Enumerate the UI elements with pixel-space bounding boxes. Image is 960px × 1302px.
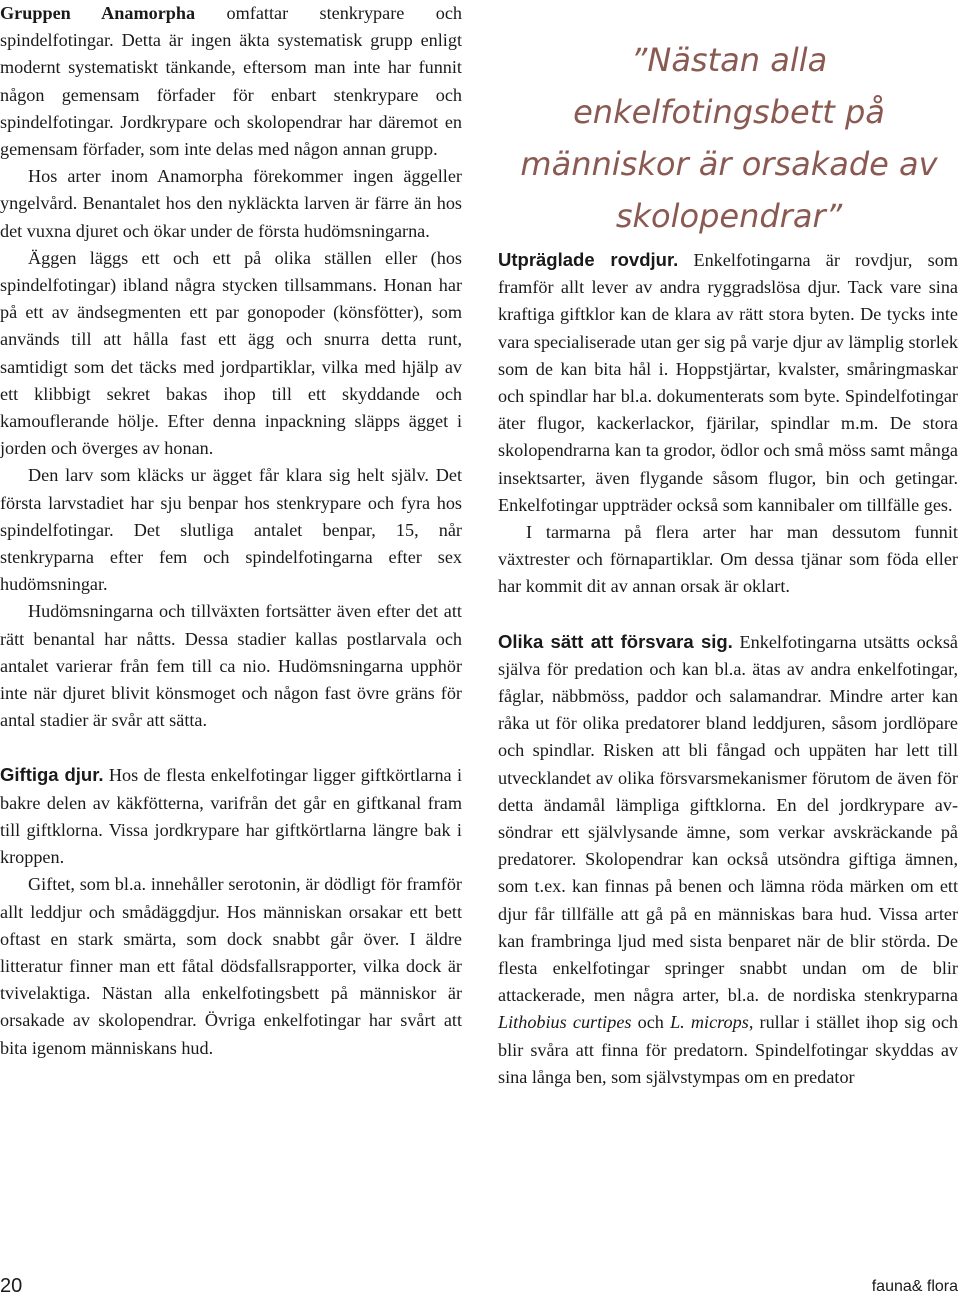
paragraph-predators bbox=[498, 246, 958, 519]
paragraph-defense bbox=[498, 628, 958, 1091]
paragraph-text: Hos de flesta enkelfotingar ligger giftkörtlarna i bakre delen av käkfötterna, varifrån det går en giftkanal fram till giftklorna. Vissa jordkrypare har giftkörtlarna längre bak i kroppen. bbox=[0, 765, 462, 868]
pull-quote: ”Nästan alla enkelfotingsbett på människor är orsakade av skolopendrar” bbox=[520, 41, 938, 235]
section-heading: Giftiga djur. bbox=[0, 764, 104, 786]
species-name: L. microps bbox=[670, 1012, 749, 1033]
paragraph-anamorpha bbox=[0, 0, 462, 163]
paragraph-lead: Gruppen Anamorpha bbox=[0, 3, 196, 23]
species-name: Lithobius curtipes bbox=[498, 1012, 632, 1033]
left-column bbox=[0, 0, 462, 1062]
section-heading: Olika sätt att försvara sig. bbox=[498, 630, 733, 652]
page-number: 20 bbox=[0, 1275, 23, 1297]
paragraph-larva: Den larv som kläcks ur ägget får klara sig helt själv. Det första larvstadiet har sju benpar hos stenkrypare och fyra hos spindelfotingar. Det slutliga antalet benpar, 15, når stenkryparna efter fem och spindelfotingarna efter sex hudömsningar. bbox=[0, 465, 462, 595]
paragraph-venom: Giftet, som bl.a. innehåller serotonin, är dödligt för framför allt leddjur och smådäggdjur. Hos människan orsakar ett bett oftast en stark smärta, som dock snabbt går över. I äldre litteratur finner man ett fåtal dödsfallsrapporter, vilka dock är tvivelaktiga. Nästan alla enkelfotingsbett på människor är orsakade av skolopendrar. Övriga enkelfotingar har svårt att bita igenom människans hud. bbox=[0, 874, 462, 1058]
right-column bbox=[498, 246, 958, 1091]
paragraph-egg-laying: Äggen läggs ett och ett på olika ställen eller (hos spindelfotingar) ibland några stycken tillsammans. Honan har på ett av ändsegmenten ett par gonopoder (könsfötter), som används till att hålla fast ett ägg och snurra detta runt, samtidigt som det täcks med jordpartiklar, vilka med hjälp av ett klibbigt sekret bakas ihop till ett skyddande och kamouflerande hölje. Efter denna inpackning släpps ägget i jorden och överges av honan. bbox=[0, 247, 462, 459]
paragraph-text: omfattar stenkrypare och spindelfotingar. Detta är ingen äkta systematisk grupp enligt modernt systematiskt tänkande, eftersom man inte har funnit någon gemensam förfader för enbart stenkrypare och spindelfotingar. Jordkrypare och skolopendrar har däremot en gemensam förfader, som inte delas med någon annan grupp. bbox=[0, 3, 462, 160]
section-heading: Utpräglade rovdjur. bbox=[498, 249, 679, 270]
paragraph-text: , rullar i stället ihop sig och blir svåra att finna för predatorn. Spindelfotingar skyddas av sina långa ben, som självstympas om en predator bbox=[498, 1012, 958, 1087]
paragraph-text: Enkelfotingarna utsätts också själva för predation och kan bl.a. ätas av andra enkelfotingar, fåglar, näbbmöss, paddor och salamandrar. Mindre arter kan råka ut för olika predatorer bland leddjuren, såsom jordlöpare och spindlar. Risken att bli fångad och uppäten har lett till utvecklandet av olika försvarsmekanismer förutom de även för detta ändamål lämpliga giftklorna. En del jordkrypare avsöndrar ett självlysande ämne, som verkar avskräckande på predatorer. Skolopendrar kan också utsöndra giftiga ämnen, som t.ex. kan finnas på benen och lämna röda märken om ett djur får tillfälle att gå på en människas bara hud. Vissa arter kan frambringa ljud med sista benparet när de blir störda. De flesta enkelfotingar springer snabbt undan om de blir attackerade, men några arter, bl.a. de nordiska stenkryparna bbox=[498, 631, 958, 1006]
paragraph-brood-care: Hos arter inom Anamorpha förekommer ingen äggeller yngelvård. Benantalet hos den nykläckta larven är färre än hos det vuxna djuret och ökar under de första hudömsningarna. bbox=[0, 166, 462, 241]
paragraph-venomous bbox=[0, 761, 462, 871]
paragraph-gut-contents: I tarmarna på flera arter har man dessutom funnit växtrester och förnapartiklar. Om dessa tjänar som föda eller har kommit dit av annan orsak är oklart. bbox=[498, 522, 958, 597]
paragraph-molting: Hudömsningarna och tillväxten fortsätter även efter det att rätt benantal har nåtts. Dessa stadier kallas postlarvala och antalet varierar från fem till ca nio. Hudömsningarna upphör inte när djuret blivit könsmoget och någon fast övre gräns för antal stadier är svår att sätta. bbox=[0, 601, 462, 731]
magazine-brand: fauna& flora bbox=[871, 1278, 958, 1295]
paragraph-text: Enkelfotingarna är rovdjur, som framför allt lever av andra ryggradslösa djur. Tack vare sina kraftiga giftklor kan de klara av rätt stora byten. De tycks inte vara specialiserade utan ger sig på varje djur av lämplig storlek som de kan bita hål i. Hoppstjärtar, kvalster, småringmaskar och spindlar har bl.a. dokumenterats som byte. Spindelfotingar äter flugor, kackerlackor, fjärilar, spindlar m.m. De stora skolopendrarna kan ta grodor, ödlor och små möss samt många insektsarter, även flygande såsom flugor, bin och getingar. Enkelfotingar uppträder också som kannibaler om tillfälle ges. bbox=[498, 250, 958, 515]
paragraph-text: och bbox=[631, 1012, 671, 1033]
